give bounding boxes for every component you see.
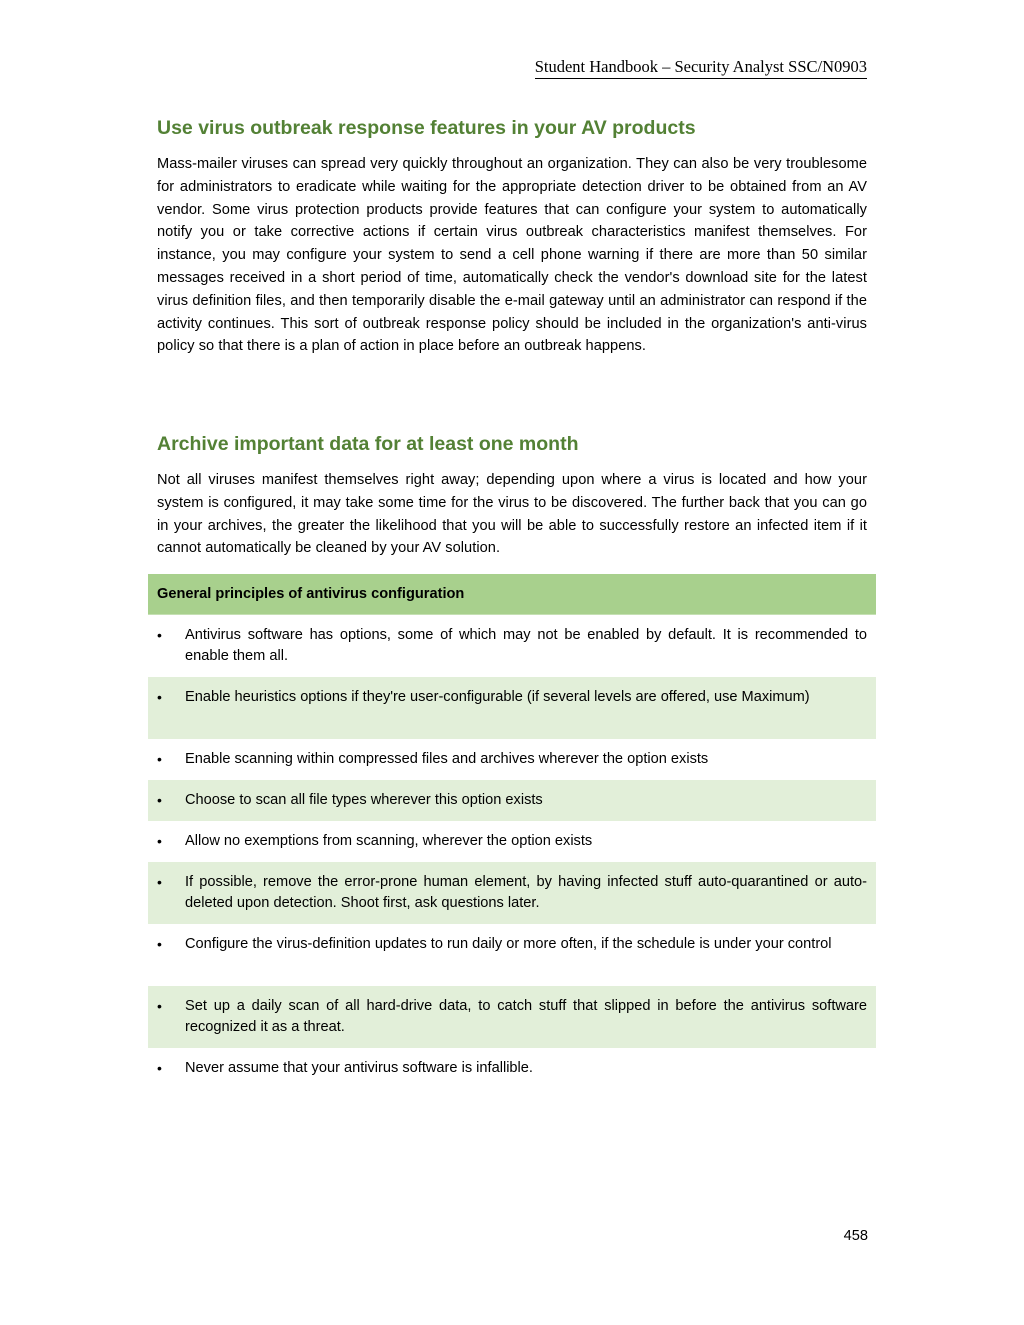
bullet-icon: •: [157, 627, 162, 643]
principles-table: [148, 574, 876, 1089]
bullet-icon: •: [157, 792, 162, 808]
table-row-text: Configure the virus-definition updates to run daily or more often, if the schedule is under your control: [185, 936, 832, 952]
table-row: [148, 780, 876, 821]
table-row-text: Enable scanning within compressed files and archives wherever the option exists: [185, 751, 709, 767]
table-row-text: Antivirus software has options, some of which may not be enabled by default. It is recommended to enable them all.: [185, 627, 867, 664]
table-row: [148, 986, 876, 1048]
table-row-text: Allow no exemptions from scanning, wherever the option exists: [185, 833, 593, 849]
bullet-icon: •: [157, 751, 162, 767]
bullet-icon: •: [157, 874, 162, 890]
table-row: [148, 615, 876, 677]
bullet-icon: •: [157, 936, 162, 952]
section-body-outbreak-response: Mass-mailer viruses can spread very quickly throughout an organization. They can also be very troublesome for administrators to eradicate while waiting for the appropriate detection driver to be obtained from an AV vendor. Some virus protection products provide features that can configure your system to automatically notify you or take corrective actions if certain virus outbreak characteristics manifest themselves. For instance, you may configure your system to send a cell phone warning if there are more than 50 similar messages received in a short period of time, automatically check the vendor's download site for the latest virus definition files, and then temporarily disable the e-mail gateway until an administrator can respond if the activity continues. This sort of outbreak response policy should be included in the organization's anti-virus policy so that there is a plan of action in place before an outbreak happens.: [157, 156, 867, 355]
bullet-icon: •: [157, 833, 162, 849]
table-row: [148, 677, 876, 739]
section-heading-archive-data: Archive important data for at least one month: [157, 433, 579, 455]
bullet-icon: •: [157, 998, 162, 1014]
table-row: [148, 821, 876, 862]
table-row: [148, 924, 876, 986]
bullet-icon: •: [157, 689, 162, 705]
running-header: Student Handbook – Security Analyst SSC/N0903: [535, 56, 867, 79]
table-row: [148, 739, 876, 780]
bullet-icon: •: [157, 1060, 162, 1076]
table-row: [148, 862, 876, 924]
table-row-text: Enable heuristics options if they're user-configurable (if several levels are offered, use Maximum): [185, 689, 810, 705]
table-row-text: Never assume that your antivirus software is infallible.: [185, 1060, 533, 1076]
table-row: [148, 1048, 876, 1089]
table-row-text: Choose to scan all file types wherever this option exists: [185, 792, 543, 808]
table-row-text: If possible, remove the error-prone human element, by having infected stuff auto-quarantined or auto-deleted upon detection. Shoot first, ask questions later.: [185, 874, 867, 911]
section-heading-outbreak-response: Use virus outbreak response features in your AV products: [157, 117, 696, 139]
page-number: 458: [843, 1228, 868, 1244]
principles-table-title: General principles of antivirus configuration: [148, 574, 876, 615]
table-row-text: Set up a daily scan of all hard-drive data, to catch stuff that slipped in before the antivirus software recognized it as a threat.: [185, 998, 867, 1035]
section-body-archive-data: Not all viruses manifest themselves right away; depending upon where a virus is located and how your system is configured, it may take some time for the virus to be discovered. The further back that you can go in your archives, the greater the likelihood that you will be able to successfully restore an infected item if it cannot automatically be cleaned by your AV solution.: [157, 472, 867, 557]
